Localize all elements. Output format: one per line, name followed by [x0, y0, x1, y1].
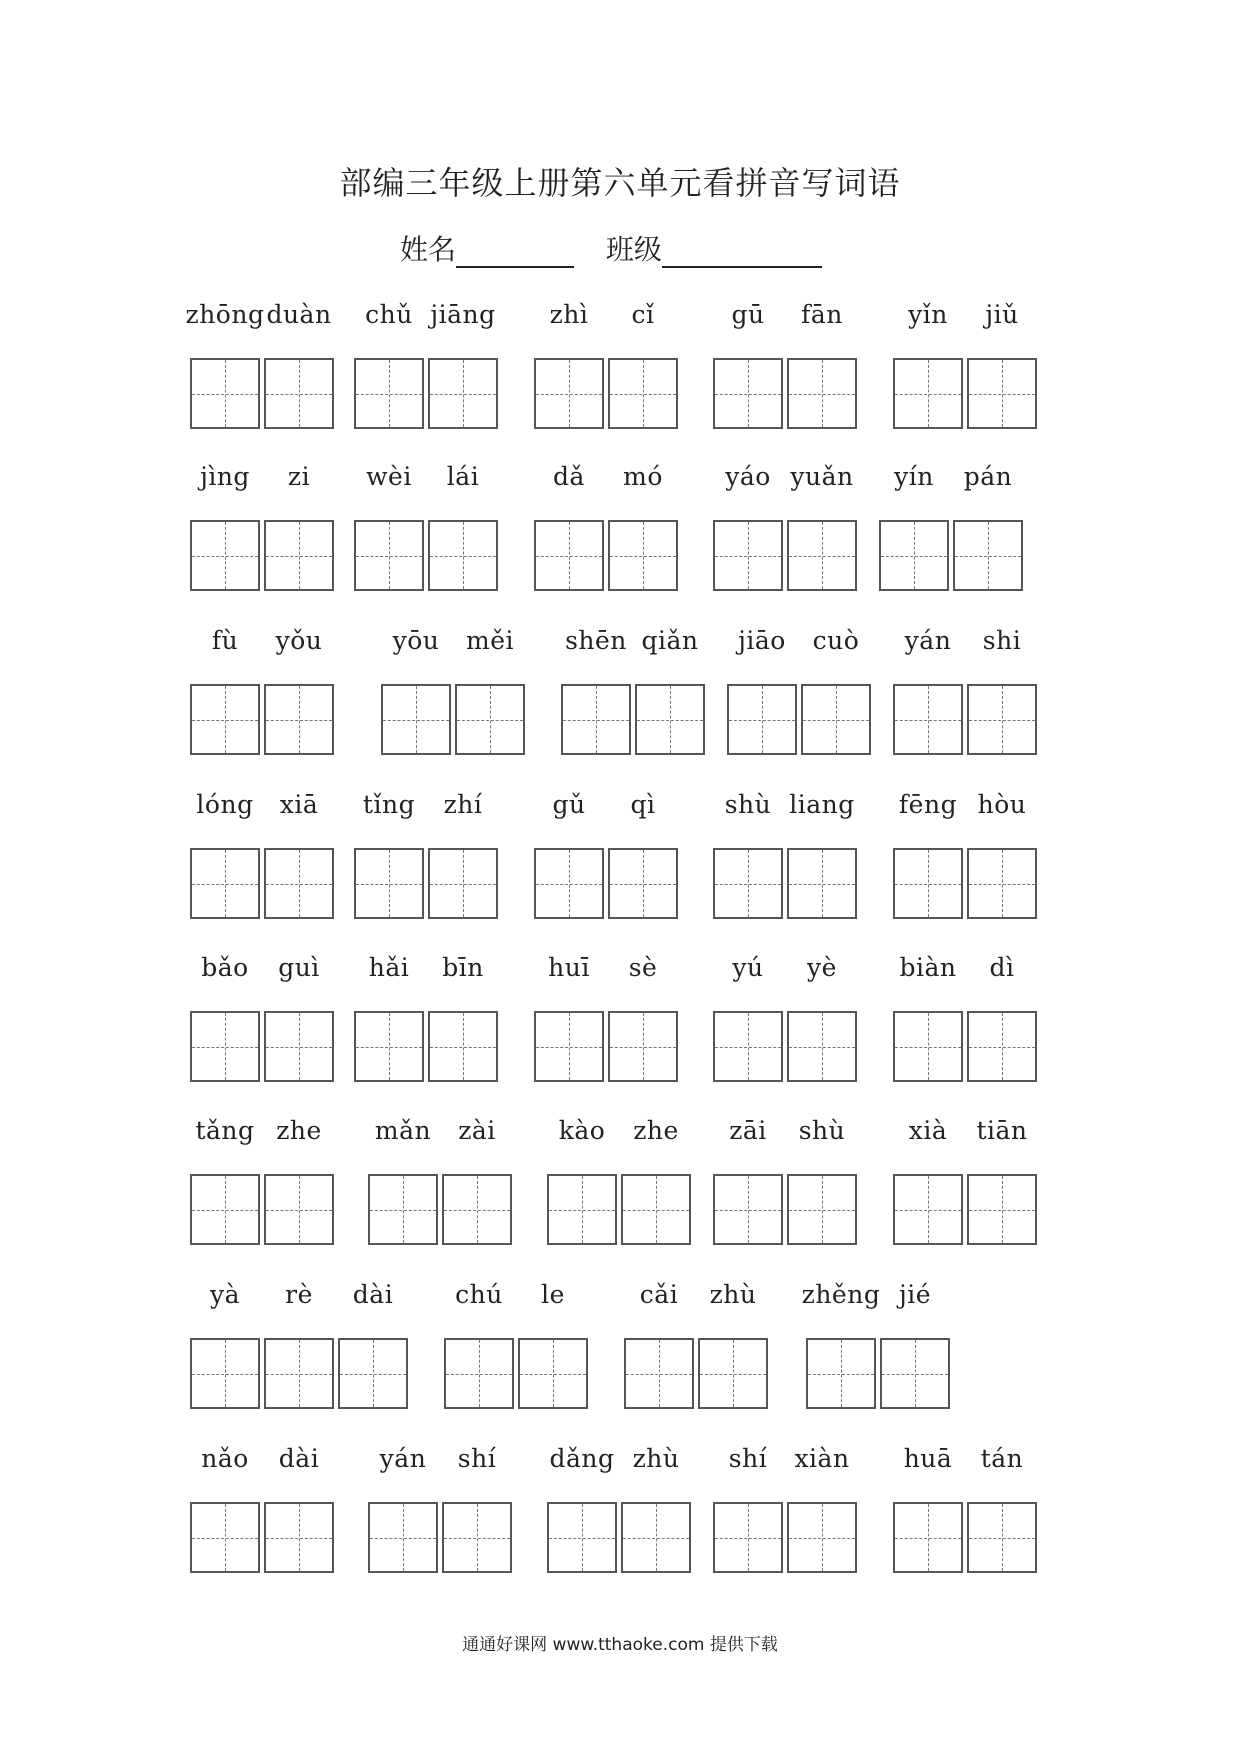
tianzige-box[interactable] — [713, 1502, 783, 1573]
tianzige-box[interactable] — [518, 1338, 588, 1409]
writing-boxes — [713, 1174, 857, 1245]
tianzige-box[interactable] — [713, 1174, 783, 1245]
writing-boxes — [354, 358, 498, 429]
exercise-row — [0, 462, 1240, 622]
pinyin-syllable: gū — [731, 300, 765, 329]
pinyin-syllable: gǔ — [552, 790, 586, 819]
tianzige-box[interactable] — [787, 358, 857, 429]
tianzige-box[interactable] — [190, 1502, 260, 1573]
name-label: 姓名 — [400, 233, 457, 266]
exercise-row — [0, 1444, 1240, 1604]
tianzige-box[interactable] — [621, 1174, 691, 1245]
writing-boxes — [534, 1011, 678, 1082]
writing-boxes — [624, 1338, 768, 1409]
pinyin-syllable: shù — [724, 790, 772, 819]
pinyin-syllable: jìng — [200, 462, 250, 491]
tianzige-box[interactable] — [455, 684, 525, 755]
tianzige-box[interactable] — [264, 684, 334, 755]
writing-boxes — [561, 684, 705, 755]
pinyin-syllable: sè — [628, 953, 658, 982]
tianzige-box[interactable] — [608, 520, 678, 591]
tianzige-box[interactable] — [190, 520, 260, 591]
pinyin-syllable: lóng — [196, 790, 254, 819]
tianzige-box[interactable] — [561, 684, 631, 755]
tianzige-box[interactable] — [879, 520, 949, 591]
tianzige-box[interactable] — [806, 1338, 876, 1409]
tianzige-box[interactable] — [967, 358, 1037, 429]
writing-boxes — [893, 1174, 1037, 1245]
pinyin-syllable: tǐng — [362, 790, 416, 819]
pinyin-syllable: jiāng — [430, 300, 496, 329]
pinyin-syllable: zhōng — [185, 300, 265, 329]
writing-boxes — [381, 684, 525, 755]
pinyin-syllable: jiǔ — [985, 300, 1019, 329]
exercise-row — [0, 1280, 1240, 1440]
writing-boxes — [879, 520, 1023, 591]
tianzige-box[interactable] — [264, 1174, 334, 1245]
pinyin-syllable: qiǎn — [641, 626, 699, 655]
tianzige-box[interactable] — [787, 848, 857, 919]
tianzige-box[interactable] — [967, 848, 1037, 919]
tianzige-box[interactable] — [624, 1338, 694, 1409]
writing-boxes — [713, 1011, 857, 1082]
pinyin-syllable: le — [541, 1280, 565, 1309]
writing-boxes — [190, 1174, 334, 1245]
pinyin-syllable: dài — [278, 1444, 320, 1473]
pinyin-syllable: xiā — [279, 790, 319, 819]
pinyin-syllable: cǐ — [631, 300, 655, 329]
pinyin-syllable: guì — [278, 953, 320, 982]
writing-boxes — [444, 1338, 588, 1409]
tianzige-box[interactable] — [264, 358, 334, 429]
pinyin-syllable: shù — [798, 1116, 846, 1145]
pinyin-syllable: qì — [630, 790, 656, 819]
pinyin-syllable: hòu — [977, 790, 1027, 819]
tianzige-box[interactable] — [442, 1174, 512, 1245]
tianzige-box[interactable] — [880, 1338, 950, 1409]
pinyin-syllable: zhí — [443, 790, 483, 819]
tianzige-box[interactable] — [368, 1502, 438, 1573]
tianzige-box[interactable] — [368, 1174, 438, 1245]
pinyin-syllable: shí — [728, 1444, 768, 1473]
name-blank[interactable] — [456, 238, 574, 268]
pinyin-syllable: chú — [455, 1280, 503, 1309]
tianzige-box[interactable] — [381, 684, 451, 755]
pinyin-syllable: zāi — [729, 1116, 767, 1145]
tianzige-box[interactable] — [190, 1011, 260, 1082]
exercise-row — [0, 953, 1240, 1113]
pinyin-syllable: hǎi — [368, 953, 410, 982]
tianzige-box[interactable] — [264, 1502, 334, 1573]
writing-boxes — [893, 684, 1037, 755]
writing-boxes — [368, 1502, 512, 1573]
pinyin-syllable: bīn — [442, 953, 484, 982]
writing-boxes — [190, 1502, 334, 1573]
pinyin-syllable: wèi — [366, 462, 412, 491]
pinyin-syllable: bǎo — [201, 953, 249, 982]
writing-boxes — [190, 684, 334, 755]
tianzige-box[interactable] — [534, 520, 604, 591]
pinyin-syllable: lái — [446, 462, 480, 491]
tianzige-box[interactable] — [967, 1502, 1037, 1573]
pinyin-syllable: pán — [963, 462, 1013, 491]
tianzige-box[interactable] — [547, 1174, 617, 1245]
writing-boxes — [190, 1011, 334, 1082]
pinyin-syllable: yǐn — [908, 300, 948, 329]
pinyin-syllable: cuò — [812, 626, 860, 655]
pinyin-syllable: jiāo — [738, 626, 786, 655]
writing-boxes — [893, 358, 1037, 429]
pinyin-syllable: xiàn — [794, 1444, 850, 1473]
pinyin-syllable: zhěng — [801, 1280, 881, 1309]
tianzige-box[interactable] — [354, 520, 424, 591]
tianzige-box[interactable] — [264, 1338, 334, 1409]
pinyin-syllable: tiān — [976, 1116, 1028, 1145]
tianzige-box[interactable] — [428, 1011, 498, 1082]
writing-boxes — [190, 358, 334, 429]
pinyin-syllable: zhì — [549, 300, 589, 329]
worksheet-title: 部编三年级上册第六单元看拼音写词语 — [339, 164, 901, 202]
pinyin-syllable: shí — [457, 1444, 497, 1473]
tianzige-box[interactable] — [727, 684, 797, 755]
pinyin-syllable: shēn — [565, 626, 627, 655]
tianzige-box[interactable] — [698, 1338, 768, 1409]
pinyin-syllable: mǎn — [374, 1116, 432, 1145]
writing-boxes — [893, 848, 1037, 919]
writing-boxes — [713, 1502, 857, 1573]
pinyin-syllable: zhù — [632, 1444, 680, 1473]
tianzige-box[interactable] — [713, 520, 783, 591]
writing-boxes — [190, 848, 334, 919]
tianzige-box[interactable] — [608, 1011, 678, 1082]
pinyin-syllable: yán — [904, 626, 952, 655]
pinyin-syllable: mó — [623, 462, 663, 491]
pinyin-syllable: yè — [807, 953, 837, 982]
pinyin-syllable: kào — [558, 1116, 606, 1145]
writing-boxes — [713, 358, 857, 429]
tianzige-box[interactable] — [264, 520, 334, 591]
pinyin-syllable: cǎi — [639, 1280, 679, 1309]
pinyin-syllable: liang — [789, 790, 855, 819]
pinyin-syllable: zi — [287, 462, 311, 491]
pinyin-syllable: yōu — [392, 626, 440, 655]
tianzige-box[interactable] — [787, 1174, 857, 1245]
tianzige-box[interactable] — [621, 1502, 691, 1573]
writing-boxes — [190, 520, 334, 591]
tianzige-box[interactable] — [190, 1174, 260, 1245]
writing-boxes — [713, 520, 857, 591]
tianzige-box[interactable] — [608, 358, 678, 429]
tianzige-box[interactable] — [893, 848, 963, 919]
pinyin-syllable: tán — [980, 1444, 1024, 1473]
tianzige-box[interactable] — [442, 1502, 512, 1573]
writing-boxes — [190, 1338, 408, 1409]
tianzige-box[interactable] — [967, 684, 1037, 755]
tianzige-box[interactable] — [893, 1502, 963, 1573]
pinyin-syllable: fù — [211, 626, 239, 655]
pinyin-syllable: yú — [732, 953, 764, 982]
tianzige-box[interactable] — [354, 848, 424, 919]
tianzige-box[interactable] — [354, 1011, 424, 1082]
writing-boxes — [547, 1174, 691, 1245]
writing-boxes — [534, 848, 678, 919]
tianzige-box[interactable] — [264, 1011, 334, 1082]
pinyin-syllable: jié — [898, 1280, 932, 1309]
pinyin-syllable: nǎo — [201, 1444, 249, 1473]
pinyin-syllable: yáo — [725, 462, 771, 491]
pinyin-syllable: fēng — [898, 790, 958, 819]
pinyin-syllable: huī — [548, 953, 590, 982]
pinyin-syllable: fān — [801, 300, 843, 329]
class-label: 班级 — [605, 233, 662, 266]
tianzige-box[interactable] — [428, 358, 498, 429]
pinyin-syllable: dì — [989, 953, 1015, 982]
writing-boxes — [354, 1011, 498, 1082]
writing-boxes — [727, 684, 871, 755]
tianzige-box[interactable] — [190, 848, 260, 919]
pinyin-syllable: shi — [982, 626, 1022, 655]
tianzige-box[interactable] — [534, 848, 604, 919]
writing-boxes — [354, 520, 498, 591]
writing-boxes — [893, 1011, 1037, 1082]
tianzige-box[interactable] — [428, 520, 498, 591]
tianzige-box[interactable] — [635, 684, 705, 755]
tianzige-box[interactable] — [608, 848, 678, 919]
pinyin-syllable: zài — [458, 1116, 496, 1145]
exercise-row — [0, 1116, 1240, 1276]
tianzige-box[interactable] — [190, 358, 260, 429]
class-blank[interactable] — [662, 238, 822, 268]
writing-boxes — [534, 520, 678, 591]
exercise-row — [0, 300, 1240, 460]
pinyin-syllable: dǎ — [553, 462, 585, 491]
pinyin-syllable: biàn — [899, 953, 957, 982]
tianzige-box[interactable] — [547, 1502, 617, 1573]
pinyin-syllable: chǔ — [365, 300, 413, 329]
pinyin-syllable: měi — [466, 626, 514, 655]
pinyin-syllable: rè — [285, 1280, 313, 1309]
writing-boxes — [547, 1502, 691, 1573]
pinyin-syllable: dǎng — [549, 1444, 615, 1473]
tianzige-box[interactable] — [893, 1174, 963, 1245]
tianzige-box[interactable] — [534, 1011, 604, 1082]
tianzige-box[interactable] — [713, 848, 783, 919]
tianzige-box[interactable] — [713, 358, 783, 429]
pinyin-syllable: duàn — [266, 300, 332, 329]
pinyin-syllable: yǒu — [275, 626, 323, 655]
tianzige-box[interactable] — [713, 1011, 783, 1082]
tianzige-box[interactable] — [967, 1011, 1037, 1082]
tianzige-box[interactable] — [787, 1011, 857, 1082]
writing-boxes — [893, 1502, 1037, 1573]
tianzige-box[interactable] — [264, 848, 334, 919]
tianzige-box[interactable] — [190, 684, 260, 755]
exercise-row — [0, 626, 1240, 786]
pinyin-syllable: xià — [908, 1116, 948, 1145]
student-info-line — [400, 228, 840, 268]
tianzige-box[interactable] — [787, 1502, 857, 1573]
writing-boxes — [354, 848, 498, 919]
tianzige-box[interactable] — [967, 1174, 1037, 1245]
tianzige-box[interactable] — [354, 358, 424, 429]
tianzige-box[interactable] — [444, 1338, 514, 1409]
pinyin-syllable: dài — [352, 1280, 394, 1309]
pinyin-syllable: tǎng — [195, 1116, 255, 1145]
writing-boxes — [368, 1174, 512, 1245]
tianzige-box[interactable] — [801, 684, 871, 755]
tianzige-box[interactable] — [893, 358, 963, 429]
pinyin-syllable: yín — [894, 462, 934, 491]
tianzige-box[interactable] — [893, 1011, 963, 1082]
tianzige-box[interactable] — [893, 684, 963, 755]
tianzige-box[interactable] — [787, 520, 857, 591]
pinyin-syllable: huā — [903, 1444, 953, 1473]
writing-boxes — [713, 848, 857, 919]
footer-credit: 通通好课网 www.tthaoke.com 提供下载 — [462, 1635, 778, 1655]
tianzige-box[interactable] — [338, 1338, 408, 1409]
writing-boxes — [806, 1338, 950, 1409]
pinyin-syllable: zhù — [709, 1280, 757, 1309]
pinyin-syllable: yuǎn — [790, 462, 854, 491]
pinyin-syllable: zhe — [276, 1116, 322, 1145]
tianzige-box[interactable] — [190, 1338, 260, 1409]
tianzige-box[interactable] — [534, 358, 604, 429]
writing-boxes — [534, 358, 678, 429]
tianzige-box[interactable] — [953, 520, 1023, 591]
tianzige-box[interactable] — [428, 848, 498, 919]
pinyin-syllable: zhe — [633, 1116, 679, 1145]
pinyin-syllable: yà — [209, 1280, 241, 1309]
pinyin-syllable: yán — [379, 1444, 427, 1473]
exercise-row — [0, 790, 1240, 950]
